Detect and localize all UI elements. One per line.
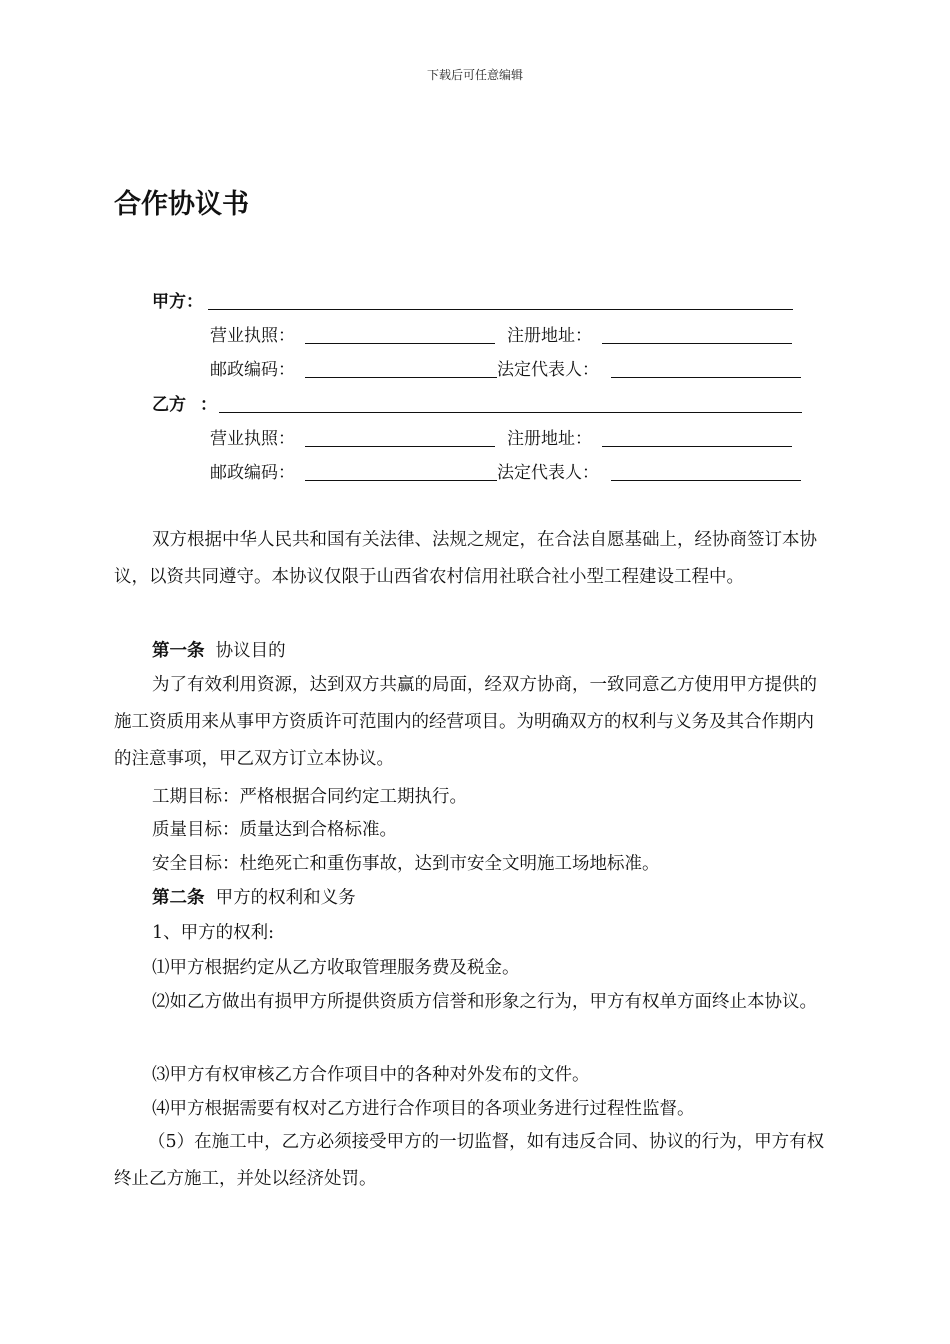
party-b-postcode-label: 邮政编码：: [210, 463, 295, 483]
intro-paragraph: 双方根据中华人民共和国有关法律、法规之规定，在合法自愿基础上，经协商签订本协议，以资共同遵守。本协议仅限于山西省农村信用社联合社小型工程建设工程中。: [114, 530, 817, 587]
goal-quality: 质量目标：质量达到合格标准。: [152, 820, 397, 840]
article-2-title: 甲方的权利和义务: [215, 888, 356, 908]
party-b-postcode-field[interactable]: [305, 463, 497, 481]
article-2-item-1: ⑴甲方根据约定从乙方收取管理服务费及税金。: [152, 958, 520, 978]
party-a-license-field[interactable]: [305, 326, 495, 344]
article-2-sub-1: 1、甲方的权利:: [152, 923, 275, 943]
article-2-item-2: ⑵如乙方做出有损甲方所提供资质方信誉和形象之行为，甲方有权单方面终止本协议。: [152, 992, 817, 1012]
header-note: 下载后可任意编辑: [426, 68, 523, 82]
article-1-body: 为了有效利用资源，达到双方共赢的局面，经双方协商，一致同意乙方使用甲方提供的施工资质用来从事甲方资质许可范围内的经营项目。为明确双方的权利与义务及其合作期内的注意事项，甲乙双方订立本协议。: [114, 675, 817, 769]
party-a-name-field[interactable]: [208, 292, 793, 310]
article-1-heading: [152, 639, 286, 663]
party-b-rep-field[interactable]: [611, 463, 801, 481]
party-a-postcode-field[interactable]: [305, 360, 497, 378]
party-b-license-label: 营业执照：: [210, 429, 295, 449]
article-1-title: 协议目的: [215, 641, 286, 661]
document-title: 合作协议书: [114, 189, 249, 220]
party-b-colon: ：: [200, 395, 217, 415]
goal-safety: 安全目标：杜绝死亡和重伤事故，达到市安全文明施工场地标准。: [152, 854, 660, 874]
article-2-number: 第二条: [152, 888, 205, 908]
party-a-label: 甲方：: [152, 292, 203, 312]
party-b-license-field[interactable]: [305, 429, 495, 447]
party-b-address-field[interactable]: [602, 429, 792, 447]
party-b-address-label: 注册地址：: [507, 429, 592, 449]
party-a-address-field[interactable]: [602, 326, 792, 344]
party-a-address-label: 注册地址：: [507, 326, 592, 346]
party-b-rep-label: 法定代表人：: [497, 463, 599, 483]
article-2-item-3: ⑶甲方有权审核乙方合作项目中的各种对外发布的文件。: [152, 1065, 590, 1085]
party-b-label: 乙方: [152, 395, 186, 415]
party-a-license-label: 营业执照：: [210, 326, 295, 346]
article-2-item-4: ⑷甲方根据需要有权对乙方进行合作项目的各项业务进行过程性监督。: [152, 1099, 695, 1119]
party-b-name-field[interactable]: [219, 395, 802, 413]
party-a-rep-label: 法定代表人：: [497, 360, 599, 380]
article-2-item-5: （5）在施工中，乙方必须接受甲方的一切监督，如有违反合同、协议的行为，甲方有权终止乙方施工，并处以经济处罚。: [114, 1132, 825, 1189]
party-a-rep-field[interactable]: [611, 360, 801, 378]
goal-schedule: 工期目标：严格根据合同约定工期执行。: [152, 787, 467, 807]
article-2-heading: [152, 886, 356, 910]
party-a-postcode-label: 邮政编码：: [210, 360, 295, 380]
article-1-number: 第一条: [152, 641, 205, 661]
